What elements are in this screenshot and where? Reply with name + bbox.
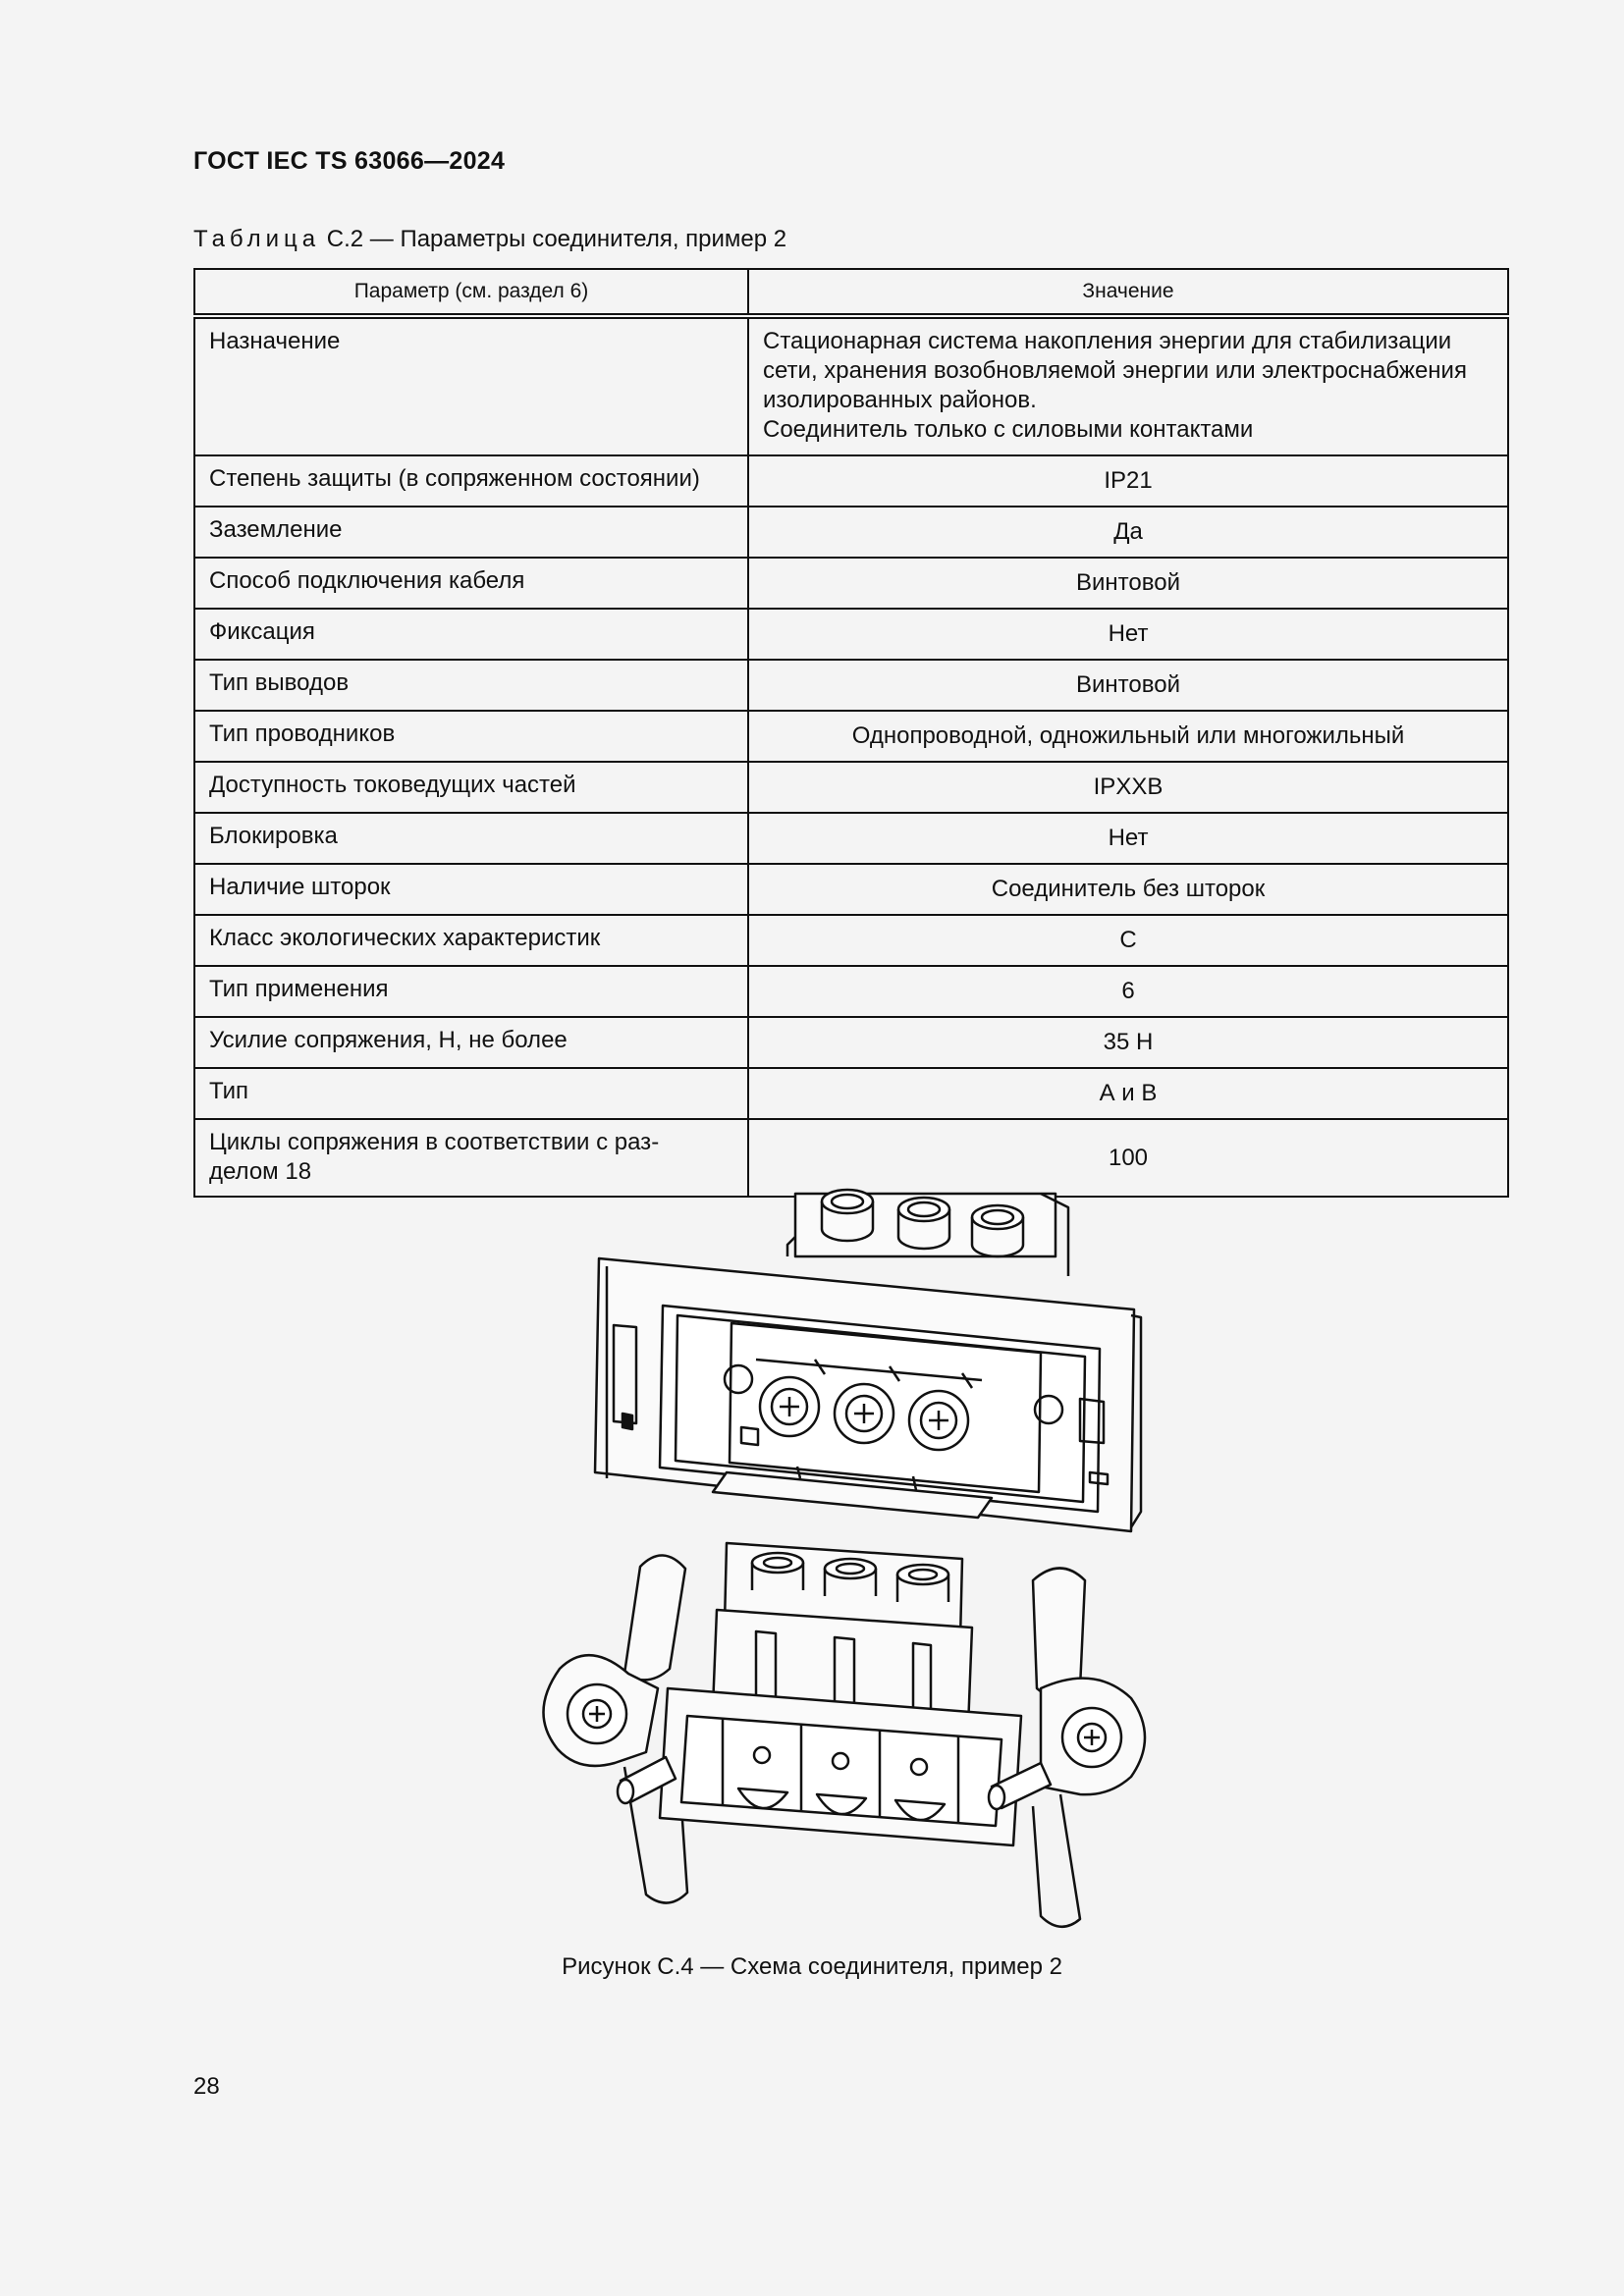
value-cell: Соединитель без шторок (748, 864, 1508, 915)
column-header-parameter: Параметр (см. раздел 6) (194, 269, 748, 316)
param-cell: Наличие шторок (194, 864, 748, 915)
table-row (194, 507, 1508, 558)
connector-drawing (530, 1178, 1159, 1944)
contact-screw (909, 1391, 968, 1450)
param-cell: Тип выводов (194, 660, 748, 711)
param-cell: Способ подключения кабеля (194, 558, 748, 609)
param-line: делом 18 (209, 1158, 312, 1185)
param-cell: Фиксация (194, 609, 748, 660)
table-row (194, 762, 1508, 813)
table-row (194, 813, 1508, 864)
table-row (194, 864, 1508, 915)
value-line: сети, хранения возобновляемой энергии или электроснабжения (763, 357, 1467, 384)
value-line: Стационарная система накопления энергии для стабилизации (763, 328, 1452, 354)
param-cell: Степень защиты (в сопряженном состоянии) (194, 455, 748, 507)
param-cell: Тип (194, 1068, 748, 1119)
param-line: Циклы сопряжения в соответствии с раз- (209, 1129, 660, 1155)
table-row (194, 1068, 1508, 1119)
socket-connector-illustration (595, 1190, 1141, 1531)
table-row (194, 660, 1508, 711)
table-caption (193, 226, 786, 253)
value-cell: С (748, 915, 1508, 966)
value-cell: Нет (748, 609, 1508, 660)
column-header-value: Значение (748, 269, 1508, 316)
value-cell (748, 316, 1508, 455)
value-cell: 35 Н (748, 1017, 1508, 1068)
table-caption-title: С.2 — Параметры соединителя, пример 2 (320, 226, 787, 252)
parameters-table (193, 268, 1509, 1198)
value-line: изолированных районов. (763, 387, 1037, 413)
document-header: ГОСТ IEC TS 63066—2024 (193, 147, 506, 175)
param-cell: Усилие сопряжения, Н, не более (194, 1017, 748, 1068)
value-cell: 6 (748, 966, 1508, 1017)
value-cell: IPXXB (748, 762, 1508, 813)
table-row (194, 455, 1508, 507)
table-header-row (194, 269, 1508, 316)
contact-screw (835, 1384, 893, 1443)
plug-connector-illustration (543, 1543, 1145, 1927)
value-cell: 100 (748, 1119, 1508, 1197)
value-cell: IP21 (748, 455, 1508, 507)
contact-screw (760, 1377, 819, 1436)
table-row (194, 316, 1508, 455)
value-cell: Да (748, 507, 1508, 558)
table-row (194, 558, 1508, 609)
table-row (194, 966, 1508, 1017)
value-cell: Винтовой (748, 558, 1508, 609)
table-caption-prefix: Таблица (193, 226, 321, 252)
param-cell: Доступность токоведущих частей (194, 762, 748, 813)
param-cell: Назначение (194, 316, 748, 455)
param-cell: Класс экологических характеристик (194, 915, 748, 966)
table-row (194, 1017, 1508, 1068)
value-cell: А и В (748, 1068, 1508, 1119)
value-line: Соединитель только с силовыми контактами (763, 416, 1254, 443)
param-cell: Тип проводников (194, 711, 748, 762)
figure-caption: Рисунок С.4 — Схема соединителя, пример 2 (562, 1953, 1062, 1980)
page-number: 28 (193, 2073, 220, 2100)
table-row (194, 609, 1508, 660)
param-cell: Блокировка (194, 813, 748, 864)
table-row (194, 711, 1508, 762)
value-cell: Винтовой (748, 660, 1508, 711)
table-row (194, 915, 1508, 966)
value-cell: Нет (748, 813, 1508, 864)
value-cell: Однопроводной, одножильный или многожильный (748, 711, 1508, 762)
param-cell: Тип применения (194, 966, 748, 1017)
param-cell: Заземление (194, 507, 748, 558)
